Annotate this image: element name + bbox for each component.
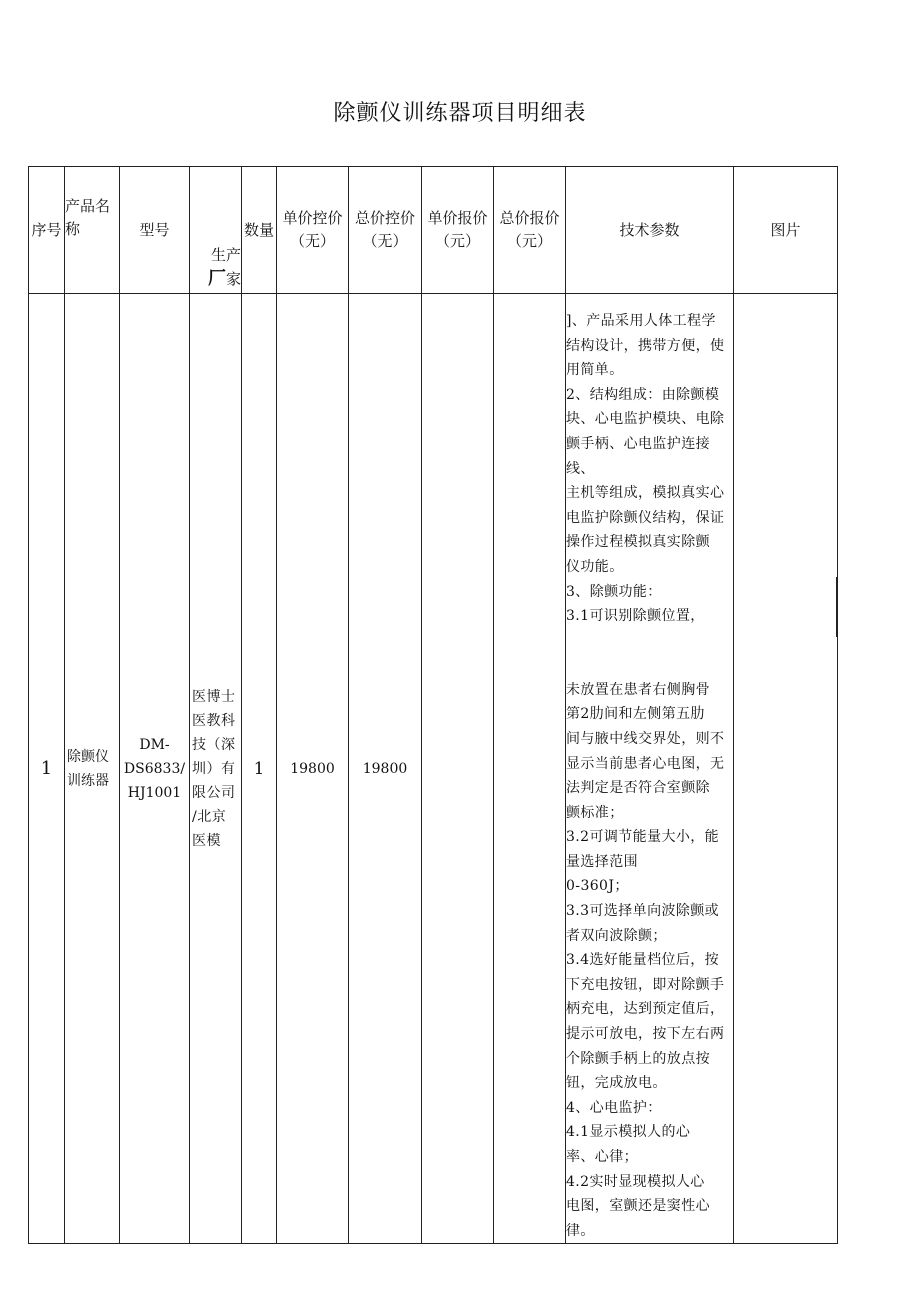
- tech-param-line: 3.1可识别除颤位置，: [566, 608, 705, 625]
- tech-param-line: 个除颤手柄上的放点按: [566, 1050, 710, 1067]
- tech-param-line: 法判定是否符合室颤除: [566, 780, 710, 797]
- header-total-control-price: 总价控价 （无）: [349, 167, 422, 294]
- tech-param-line: 电监护除颤仪结构，保证: [566, 509, 725, 526]
- tech-param-line: 率、心律；: [566, 1149, 638, 1165]
- cell-total-quote: [494, 294, 566, 1244]
- tech-params-part-b: [566, 678, 734, 1244]
- tech-param-line: 颤手柄、心电监护连接线、: [566, 435, 710, 477]
- header-quantity: 数量: [242, 167, 277, 294]
- tech-param-line: 3.2可调节能量大小，能: [566, 829, 720, 846]
- cell-manufacturer: 医博士 医教科 技（深 圳）有 限公司 /北京 医模: [190, 294, 242, 1244]
- tech-param-line: 者双向波除颤；: [566, 927, 667, 944]
- header-manufacturer-line1: 生产: [210, 246, 241, 264]
- cell-image: [734, 294, 838, 1244]
- tech-param-line: 仪功能。: [566, 558, 624, 575]
- header-tech-params: 技术参数: [566, 167, 734, 294]
- tech-params-text: [566, 294, 734, 1243]
- cell-model: DM- DS6833/ HJ1001: [120, 294, 190, 1244]
- cell-unit-quote: [422, 294, 494, 1244]
- tech-param-line: 提示可放电，按下左右两: [566, 1026, 725, 1043]
- tech-param-line: 用简单。: [566, 362, 624, 379]
- header-product-name: 产品名称: [65, 167, 120, 294]
- margin-line: [836, 577, 837, 637]
- tech-param-line: 3.4选好能量档位后，按: [566, 952, 720, 969]
- cell-seq: 1: [29, 294, 65, 1244]
- tech-param-line: 4.2实时显现模拟人心: [566, 1173, 705, 1190]
- tech-param-line: 显示当前患者心电图，无: [566, 755, 725, 772]
- table-row: [29, 294, 838, 1244]
- tech-param-line: 3.3可选择单向波除颤或: [566, 903, 720, 920]
- detail-table: [28, 166, 838, 1244]
- header-model: 型号: [120, 167, 190, 294]
- tech-param-line: 下充电按钮，即对除颤手: [566, 976, 725, 993]
- tech-param-line: 量选择范围: [566, 853, 638, 870]
- cell-product-name: 除颤仪 训练器: [65, 294, 120, 1244]
- tech-param-line: 4、心电监护：: [566, 1099, 662, 1116]
- tech-param-line: 操作过程模拟真实除颤: [566, 534, 710, 551]
- cell-unit-control-price: 19800: [277, 294, 349, 1244]
- tech-param-line: 块、心电监护模块、电除: [566, 411, 725, 428]
- header-manufacturer: [190, 167, 242, 294]
- tech-param-line: 2、结构组成：由除颤模: [566, 386, 720, 403]
- header-total-quote: 总价报价 （元）: [494, 167, 566, 294]
- tech-param-line: 0-360J；: [566, 878, 629, 895]
- tech-param-line: 间与腋中线交界处，则不: [566, 730, 725, 747]
- tech-param-line: 律。: [566, 1222, 595, 1239]
- table-header-row: [29, 167, 838, 294]
- tech-param-line: 第2肋间和左侧第五肋: [566, 706, 705, 723]
- tech-param-line: 主机等组成，模拟真实心: [566, 485, 725, 502]
- header-image: 图片: [734, 167, 838, 294]
- header-seq: 序号: [29, 167, 65, 294]
- tech-param-line: 电图，室颤还是窦性心: [566, 1198, 710, 1215]
- tech-params-part-a: [566, 309, 734, 629]
- page-title: 除颤仪训练器项目明细表: [333, 101, 587, 126]
- header-unit-quote: 单价报价 （元）: [422, 167, 494, 294]
- cell-tech-params: [566, 294, 734, 1244]
- tech-param-line: 颤标准；: [566, 804, 624, 821]
- tech-param-line: 柄充电，达到预定值后，: [566, 1001, 725, 1018]
- header-unit-control-price: 单价控价 （无）: [277, 167, 349, 294]
- tech-param-line: 结构设计，携带方便，使: [566, 337, 725, 354]
- tech-param-line: 未放置在患者右侧胸骨: [566, 681, 710, 698]
- header-manufacturer-line2: 厂家: [207, 268, 241, 289]
- tech-param-line: 3、除颤功能：: [566, 583, 662, 600]
- cell-quantity: 1: [242, 294, 277, 1244]
- tech-param-line: ]、产品采用人体工程学: [566, 313, 716, 329]
- tech-param-line: 4.1显示模拟人的心: [566, 1124, 691, 1141]
- tech-param-line: 钮，完成放电。: [566, 1075, 667, 1092]
- cell-total-control-price: 19800: [349, 294, 422, 1244]
